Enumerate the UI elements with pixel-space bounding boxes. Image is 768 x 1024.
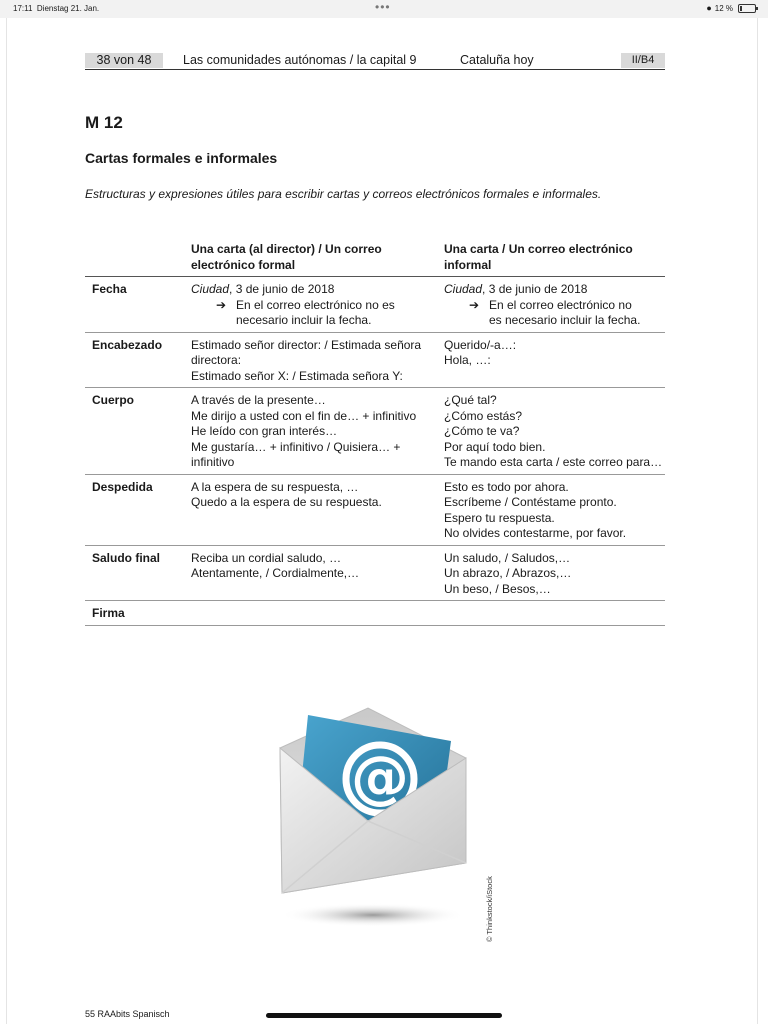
column-header-empty — [85, 240, 191, 277]
expression-line: No olvides contestarme, por favor. — [444, 526, 627, 540]
at-symbol: @ — [351, 743, 409, 811]
table-row-saludo-final — [85, 545, 665, 601]
intro-text: Estructuras y expresiones útiles para escribir cartas y correos electrónicos formales e informales. — [85, 187, 602, 201]
table-row-despedida — [85, 474, 665, 545]
expression-line: Un beso, / Besos,… — [444, 581, 551, 596]
cell-informal — [444, 332, 665, 388]
expression-line: Quedo a la espera de su respuesta. — [191, 495, 382, 509]
expression-line: Un abrazo, / Abrazos,… — [444, 566, 572, 580]
expression-line: ¿Cómo te va? — [444, 424, 520, 438]
expression-line: A través de la presente… — [191, 393, 326, 407]
row-label: Firma — [85, 601, 191, 626]
status-time-date — [13, 4, 99, 13]
header-title: Las comunidades autónomas / la capital 9 — [183, 53, 417, 67]
table-row-encabezado — [85, 332, 665, 388]
expression-line: Te mando esta carta / este correo para… — [444, 455, 663, 469]
cell-informal — [444, 545, 665, 601]
battery-percent: 12 % — [714, 3, 733, 13]
expression-line: Espero tu respuesta. — [444, 510, 555, 525]
city-placeholder: Ciudad — [444, 282, 483, 296]
page-footer: 55 RAAbits Spanisch — [85, 1009, 170, 1019]
cell-formal — [191, 474, 444, 545]
city-placeholder: Ciudad — [191, 282, 230, 296]
expression-line: ¿Cómo estás? — [444, 408, 523, 423]
table-header-row — [85, 240, 665, 277]
expression-line: Hola, …: — [444, 353, 491, 367]
image-credit: © Thinkstock/iStock — [485, 876, 494, 942]
expression-line: Por aquí todo bien. — [444, 439, 546, 454]
expression-line: Estimado señor director: / Estimada señora directora: — [191, 337, 422, 367]
expression-line: ¿Qué tal? — [444, 393, 497, 407]
column-header-informal: Una carta / Un correo electrónico informal — [444, 240, 665, 277]
note-text: En el correo electrónico no es necesario incluir la fecha. — [236, 297, 395, 327]
header-subtitle: Cataluña hoy — [460, 53, 534, 67]
cell-formal — [191, 277, 444, 333]
expression-line: Estimado señor X: / Estimada señora Y: — [191, 368, 403, 383]
table-row-cuerpo — [85, 388, 665, 475]
row-label: Cuerpo — [85, 388, 191, 475]
arrow-right-icon: ➔ — [469, 297, 480, 312]
multitasking-dots[interactable]: ••• — [375, 0, 391, 14]
expressions-table — [85, 240, 665, 626]
cell-informal — [444, 388, 665, 475]
expression-line: Esto es todo por ahora. — [444, 479, 569, 494]
cell-formal — [191, 388, 444, 475]
home-indicator[interactable] — [266, 1013, 502, 1018]
module-code: M 12 — [85, 113, 123, 132]
table-row-firma — [85, 601, 665, 626]
battery-fill — [740, 6, 742, 11]
status-date: Dienstag 21. Jan. — [36, 4, 100, 13]
page-indicator: 38 von 48 — [85, 53, 163, 68]
cell-informal — [444, 601, 665, 626]
expression-line: A la espera de su respuesta, … — [191, 479, 359, 494]
status-indicators — [706, 3, 756, 13]
expression-line: Me gustaría… + infinitivo / Quisiera… + infinitivo — [191, 439, 401, 469]
header-code: II/B4 — [621, 53, 665, 68]
cell-formal — [191, 545, 444, 601]
note-text: En el correo electrónico no es necesario incluir la fecha. — [489, 297, 641, 327]
date-text: , 3 de junio de 2018 — [229, 282, 335, 296]
column-header-formal: Una carta (al director) / Un correo electrónico formal — [191, 240, 444, 277]
row-label: Fecha — [85, 277, 191, 333]
cell-informal — [444, 277, 665, 333]
expression-line: Reciba un cordial saludo, … — [191, 550, 342, 565]
expression-line: Querido/-a…: — [444, 337, 517, 352]
arrow-right-icon: ➔ — [216, 297, 227, 312]
cell-informal — [444, 474, 665, 545]
expression-line: Atentamente, / Cordialmente,… — [191, 566, 360, 580]
status-bar — [0, 0, 768, 18]
date-text: , 3 de junio de 2018 — [482, 282, 588, 296]
page-title: Cartas formales e informales — [85, 150, 278, 166]
expression-line: He leído con gran interés… — [191, 424, 338, 438]
page-header — [85, 53, 665, 70]
row-label: Despedida — [85, 474, 191, 545]
row-label: Encabezado — [85, 332, 191, 388]
status-time: 17:11 — [13, 4, 33, 13]
expression-line: Escríbeme / Contéstame pronto. — [444, 495, 617, 509]
cell-formal — [191, 332, 444, 388]
expression-line: Un saludo, / Saludos,… — [444, 550, 571, 565]
cell-formal — [191, 601, 444, 626]
row-label: Saludo final — [85, 545, 191, 601]
envelope-email-icon — [268, 703, 478, 938]
battery-icon — [738, 4, 756, 13]
expression-line: Me dirijo a usted con el fin de… + infinitivo — [191, 408, 417, 423]
wifi-icon: ● — [706, 3, 712, 13]
table-row-fecha — [85, 277, 665, 333]
